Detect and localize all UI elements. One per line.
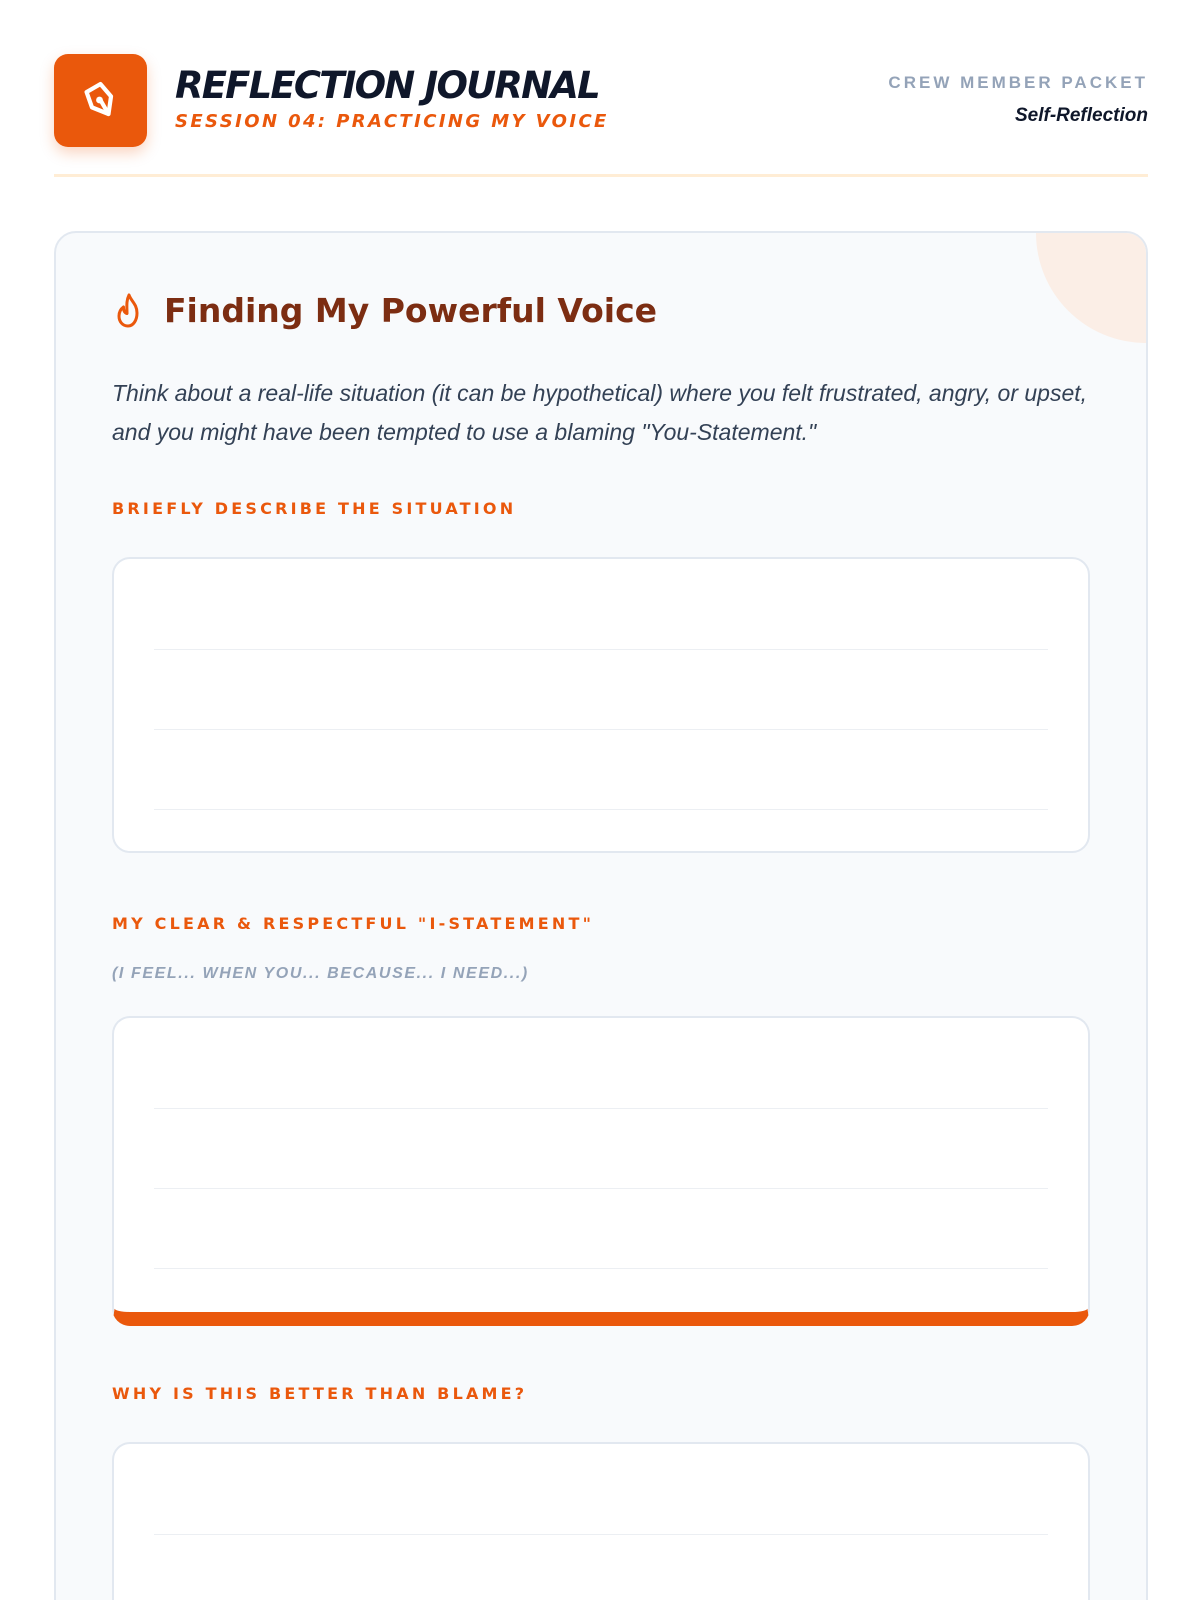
writing-line	[154, 729, 1048, 730]
i-statement-answer-field[interactable]	[112, 1016, 1090, 1326]
card-corner-decoration	[1036, 231, 1148, 343]
intro-text: Think about a real-life situation (it can be hypothetical) where you felt frustrated, angry, or upset, and you might have been tempted to use a blaming "You-Statement."	[112, 380, 1088, 445]
page-header	[54, 54, 1148, 150]
writing-line	[154, 809, 1048, 810]
writing-line	[154, 649, 1048, 650]
header-divider	[54, 174, 1148, 177]
journal-title: REFLECTION JOURNAL	[175, 64, 599, 107]
pen-nib-icon	[76, 76, 126, 126]
prompt-hint-i-statement: (I FEEL... WHEN YOU... BECAUSE... I NEED...)	[112, 965, 529, 982]
packet-kicker: CREW MEMBER PACKET	[888, 73, 1148, 92]
reflection-card	[54, 231, 1148, 1600]
flame-icon	[112, 292, 146, 330]
packet-meta	[888, 72, 1148, 128]
title-block	[175, 64, 609, 134]
prompt-label-i-statement: MY CLEAR & RESPECTFUL "I-STATEMENT"	[112, 914, 595, 933]
writing-line	[154, 1534, 1048, 1535]
section-title: Finding My Powerful Voice	[164, 291, 658, 330]
packet-type: Self-Reflection	[1014, 105, 1148, 126]
writing-line	[154, 1108, 1048, 1109]
writing-line	[154, 1268, 1048, 1269]
prompt-label-why-better: WHY IS THIS BETTER THAN BLAME?	[112, 1384, 528, 1403]
session-subtitle: SESSION 04: PRACTICING MY VOICE	[175, 111, 609, 132]
why-better-answer-field[interactable]	[112, 1442, 1090, 1600]
writing-line	[154, 1188, 1048, 1189]
prompt-label-situation: BRIEFLY DESCRIBE THE SITUATION	[112, 499, 517, 518]
section-heading	[112, 291, 657, 331]
logo-tile	[54, 54, 147, 147]
situation-answer-field[interactable]	[112, 557, 1090, 853]
